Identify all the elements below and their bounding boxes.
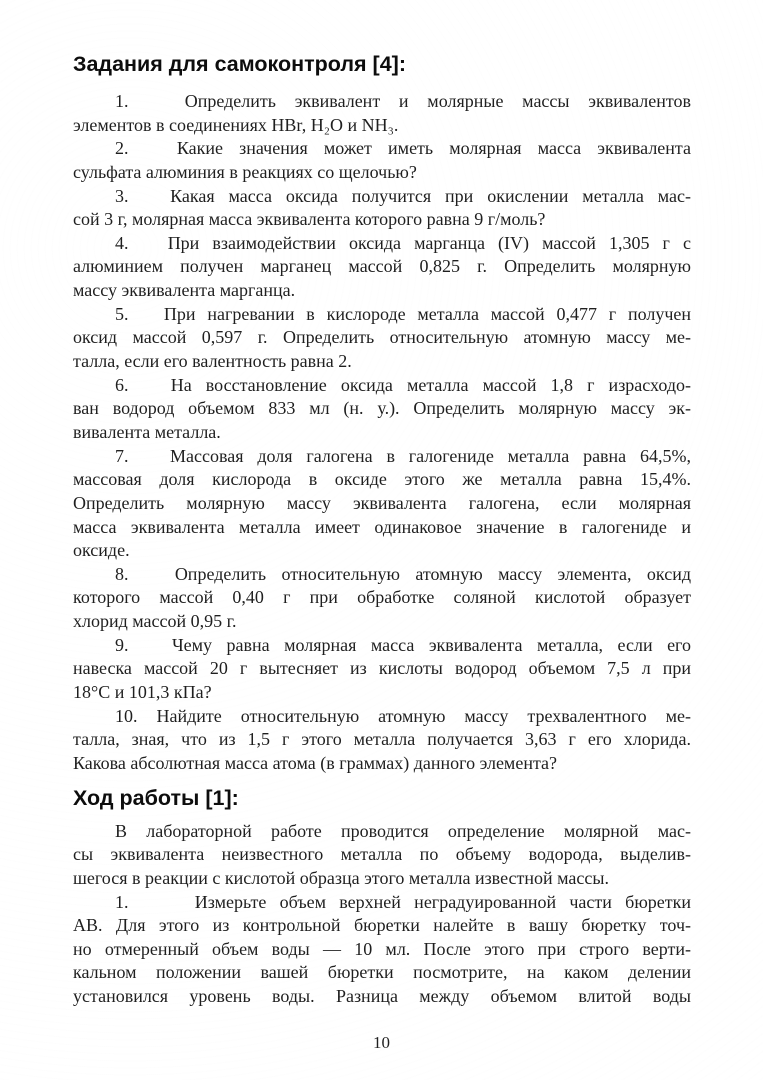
text-line: 1. Измерьте объем верхней неградуированной части бюретки bbox=[115, 891, 691, 912]
paragraph bbox=[73, 634, 691, 705]
section-self-control-tasks bbox=[73, 52, 691, 776]
text-line: сульфата алюминия в реакциях со щелочью? bbox=[73, 161, 417, 182]
text-line: которого массой 0,40 г при обработке соляной кислотой образует bbox=[73, 587, 691, 608]
paragraph bbox=[73, 232, 691, 303]
text-line: сой 3 г, молярная масса эквивалента которого равна 9 г/моль? bbox=[73, 209, 546, 230]
text-line: алюминием получен марганец массой 0,825 г. Определить молярную bbox=[73, 256, 691, 277]
text-line: хлорид массой 0,95 г. bbox=[73, 611, 237, 632]
text-line: 8. Определить относительную атомную массу элемента, оксид bbox=[115, 563, 691, 584]
paragraph bbox=[73, 445, 691, 563]
text-line: 10. Найдите относительную атомную массу трехвалентного ме- bbox=[115, 705, 691, 726]
text-line: масса эквивалента металла имеет одинаковое значение в галогениде и bbox=[73, 516, 691, 537]
page-number: 10 bbox=[373, 1033, 390, 1052]
text-line: талла, зная, что из 1,5 г этого металла получается 3,63 г его хлорида. bbox=[73, 729, 691, 750]
text-line: массовая доля кислорода в оксиде этого же металла равна 15,4%. bbox=[73, 469, 691, 490]
text-line: Определить молярную массу эквивалента галогена, если молярная bbox=[73, 492, 691, 513]
paragraph bbox=[73, 90, 691, 137]
text-line: талла, если его валентность равна 2. bbox=[73, 351, 352, 372]
work-procedure-heading: Ход работы [1]: bbox=[73, 785, 239, 810]
text-line: шегося в реакции с кислотой образца этого металла известной массы. bbox=[73, 867, 609, 888]
paragraph bbox=[73, 137, 691, 184]
text-line: сы эквивалента неизвестного металла по объему водорода, выделив- bbox=[73, 844, 691, 865]
text-line: 2. Какие значения может иметь молярная масса эквивалента bbox=[115, 138, 691, 159]
text-line: навеска массой 20 г вытесняет из кислоты водород объемом 7,5 л при bbox=[73, 658, 691, 679]
paragraph bbox=[73, 303, 691, 374]
text-line: массу эквивалента марганца. bbox=[73, 280, 296, 301]
text-line: кальном положении вашей бюретки посмотрите, на каком делении bbox=[73, 962, 691, 983]
text-line: 4. При взаимодействии оксида марганца (IV) массой 1,305 г с bbox=[115, 232, 691, 253]
text-line: АВ. Для этого из контрольной бюретки налейте в вашу бюретку точ- bbox=[73, 915, 691, 936]
text-line: вивалента металла. bbox=[73, 421, 221, 442]
paragraph bbox=[73, 891, 691, 1009]
text-line: Какова абсолютная масса атома (в граммах) данного элемента? bbox=[73, 752, 558, 773]
paragraph bbox=[73, 563, 691, 634]
text-line: ван водород объемом 833 мл (н. у.). Определить молярную массу эк- bbox=[73, 398, 691, 419]
work-procedure-body bbox=[73, 820, 691, 1009]
self-control-tasks-heading: Задания для самоконтроля [4]: bbox=[73, 52, 406, 76]
self-control-tasks-body bbox=[73, 90, 691, 776]
text-line: 3. Какая масса оксида получится при окислении металла мас- bbox=[115, 185, 691, 206]
text-line: но отмеренный объем воды — 10 мл. После этого при строго верти- bbox=[73, 938, 691, 959]
text-line: элементов в соединениях HBr, H₂O и NH₃. bbox=[73, 114, 399, 135]
paragraph bbox=[73, 820, 691, 891]
text-line: 5. При нагревании в кислороде металла массой 0,477 г получен bbox=[115, 303, 691, 324]
text-line: 1. Определить эквивалент и молярные массы эквивалентов bbox=[115, 91, 691, 111]
paragraph bbox=[73, 185, 691, 232]
paragraph bbox=[73, 705, 691, 776]
text-line: установился уровень воды. Разница между объемом влитой воды bbox=[73, 986, 691, 1007]
text-line: В лабораторной работе проводится определение молярной мас- bbox=[115, 820, 691, 841]
paragraph bbox=[73, 374, 691, 445]
text-line: 6. На восстановление оксида металла массой 1,8 г израсходо- bbox=[115, 374, 691, 395]
text-line: 9. Чему равна молярная масса эквивалента металла, если его bbox=[115, 634, 691, 655]
text-line: 18°С и 101,3 кПа? bbox=[73, 682, 212, 703]
section-work-procedure bbox=[73, 786, 691, 1009]
text-line: оксиде. bbox=[73, 540, 130, 561]
text-line: оксид массой 0,597 г. Определить относительную атомную массу ме- bbox=[73, 327, 691, 348]
text-line: 7. Массовая доля галогена в галогениде металла равна 64,5%, bbox=[115, 445, 691, 466]
